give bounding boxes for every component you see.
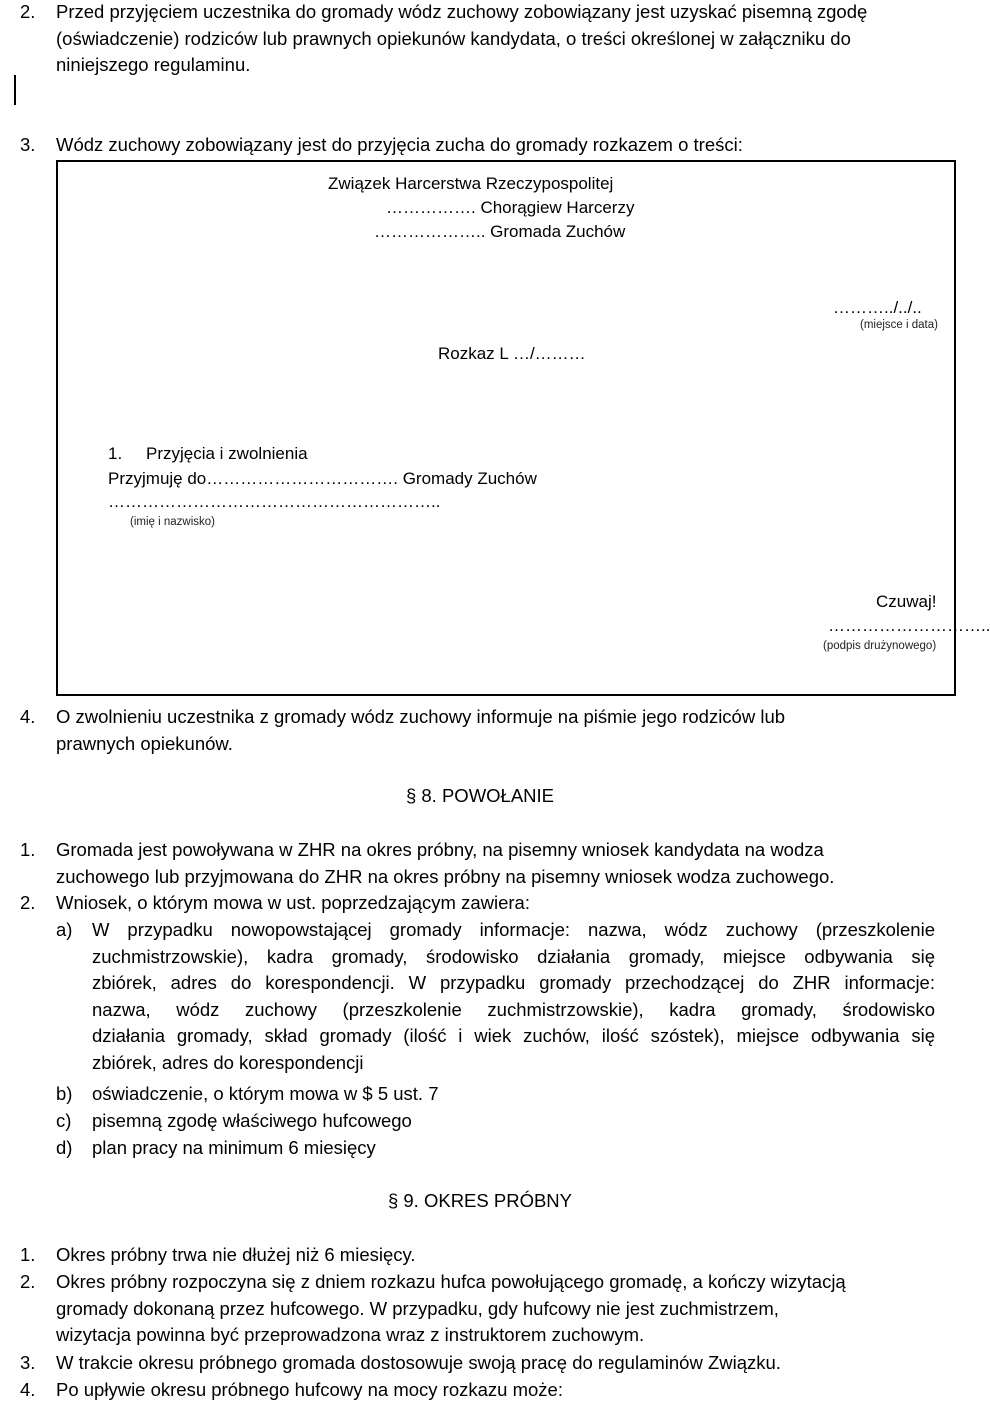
paragraph-4 — [56, 704, 936, 757]
section-9-paragraph-2 — [56, 1269, 936, 1349]
date-line: ………../../.. — [833, 298, 922, 317]
group-line: ……………….. Gromada Zuchów — [374, 222, 626, 241]
text-line: Okres próbny rozpoczyna się z dniem rozkazu hufca powołującego gromadę, a kończy wizytacją — [56, 1271, 846, 1292]
section-8-heading: § 8. POWOŁANIE — [405, 785, 555, 806]
list-item-a — [92, 917, 935, 1076]
text-line: O zwolnieniu uczestnika z gromady wódz zuchowy informuje na piśmie jego rodziców lub — [56, 706, 786, 727]
section-9-paragraph-3: W trakcie okresu próbnego gromada dostosowuje swoją pracę do regulaminów Związku. — [56, 1352, 781, 1373]
section-9-paragraph-1: Okres próbny trwa nie dłużej niż 6 miesięcy. — [56, 1244, 416, 1265]
item-number: 1. — [20, 1244, 36, 1265]
list-label: b) — [56, 1083, 73, 1104]
text-line: prawnych opiekunów. — [56, 732, 233, 754]
banner-line: ……………. Chorągiew Harcerzy — [386, 198, 635, 217]
signature-dots: ……………………….. — [828, 616, 990, 635]
section-8-paragraph-1 — [56, 837, 936, 890]
text-line: niniejszego regulaminu. — [56, 54, 251, 75]
name-caption: (imię i nazwisko) — [130, 516, 215, 528]
item-number: 1. — [20, 839, 36, 860]
order-form-box — [56, 160, 990, 696]
text-line: Gromada jest powoływana w ZHR na okres próbny, na pisemny wniosek kandydata na wodza — [56, 839, 824, 860]
item-number: 2. — [20, 892, 36, 913]
list-item-c: pisemną zgodę właściwego hufcowego — [92, 1110, 412, 1131]
order-number: Rozkaz L …/……… — [438, 344, 586, 363]
text-line: działania gromady, skład gromady (ilość i wiek zuchów, ilość szóstek), miejsce odbywania się — [92, 1025, 935, 1046]
text-line: (oświadczenie) rodziców lub prawnych opiekunów kandydata, o treści określonej w załączniku do — [56, 27, 851, 49]
paragraph-3: Wódz zuchowy zobowiązany jest do przyjęcia zucha do gromady rozkazem o treści: — [56, 134, 743, 155]
list-label: d) — [56, 1137, 73, 1158]
item-number: 4. — [20, 1379, 36, 1400]
section-9-heading: § 9. OKRES PRÓBNY — [387, 1190, 573, 1211]
item-title: Przyjęcia i zwolnienia — [146, 444, 308, 463]
item-number: 3. — [20, 134, 36, 155]
list-item-d: plan pracy na minimum 6 miesięcy — [92, 1137, 376, 1158]
text-line: gromady dokonaną przez hufcowego. W przypadku, gdy hufcowy nie jest zuchmistrzem, — [56, 1297, 779, 1319]
closing-greeting: Czuwaj! — [876, 592, 937, 611]
section-8-paragraph-2: Wniosek, o którym mowa w ust. poprzedzającym zawiera: — [56, 892, 530, 913]
margin-change-bar — [14, 75, 16, 105]
list-label: c) — [56, 1110, 72, 1131]
name-dots: ………………………………………………….. — [108, 492, 441, 511]
date-caption: (miejsce i data) — [860, 319, 938, 331]
item-number: 1. — [108, 444, 123, 463]
text-line: nazwa, wódz zuchowy (przeszkolenie zuchmistrzowskie), kadra gromady, środowisko — [92, 998, 935, 1020]
item-number: 2. — [20, 1, 36, 22]
organization-name: Związek Harcerstwa Rzeczypospolitej — [328, 174, 614, 193]
text-line: W przypadku nowopowstającej gromady informacje: nazwa, wódz zuchowy (przeszkolenie — [92, 919, 935, 940]
text-line: zuchowego lub przyjmowana do ZHR na okres próbny na pisemny wniosek wodza zuchowego. — [56, 865, 835, 887]
list-item-b: oświadczenie, o którym mowa w $ 5 ust. 7 — [92, 1083, 439, 1104]
signature-caption: (podpis drużynowego) — [823, 640, 937, 652]
list-label: a) — [56, 919, 73, 940]
item-number: 3. — [20, 1352, 36, 1373]
text-line: wizytacja powinna być przeprowadzona wraz z instruktorem zuchowym. — [56, 1324, 645, 1345]
section-9-paragraph-4: Po upływie okresu próbnego hufcowy na mocy rozkazu może: — [56, 1379, 563, 1400]
admission-line: Przyjmuję do……………………………. Gromady Zuchów — [108, 469, 537, 488]
paragraph-2 — [56, 0, 936, 79]
text-line: Przed przyjęciem uczestnika do gromady wódz zuchowy zobowiązany jest uzyskać pisemną zgodę — [56, 1, 868, 22]
text-line: zuchmistrzowskie), kadra gromady, środowisko działania gromady, miejsce odbywania się — [92, 945, 935, 967]
item-number: 2. — [20, 1271, 36, 1292]
text-line: zbiórek, adres do korespondencji. W przypadku gromady przechodzącej do ZHR informacje: — [92, 972, 935, 993]
text-line: zbiórek, adres do korespondencji — [92, 1051, 364, 1073]
item-number: 4. — [20, 706, 36, 727]
